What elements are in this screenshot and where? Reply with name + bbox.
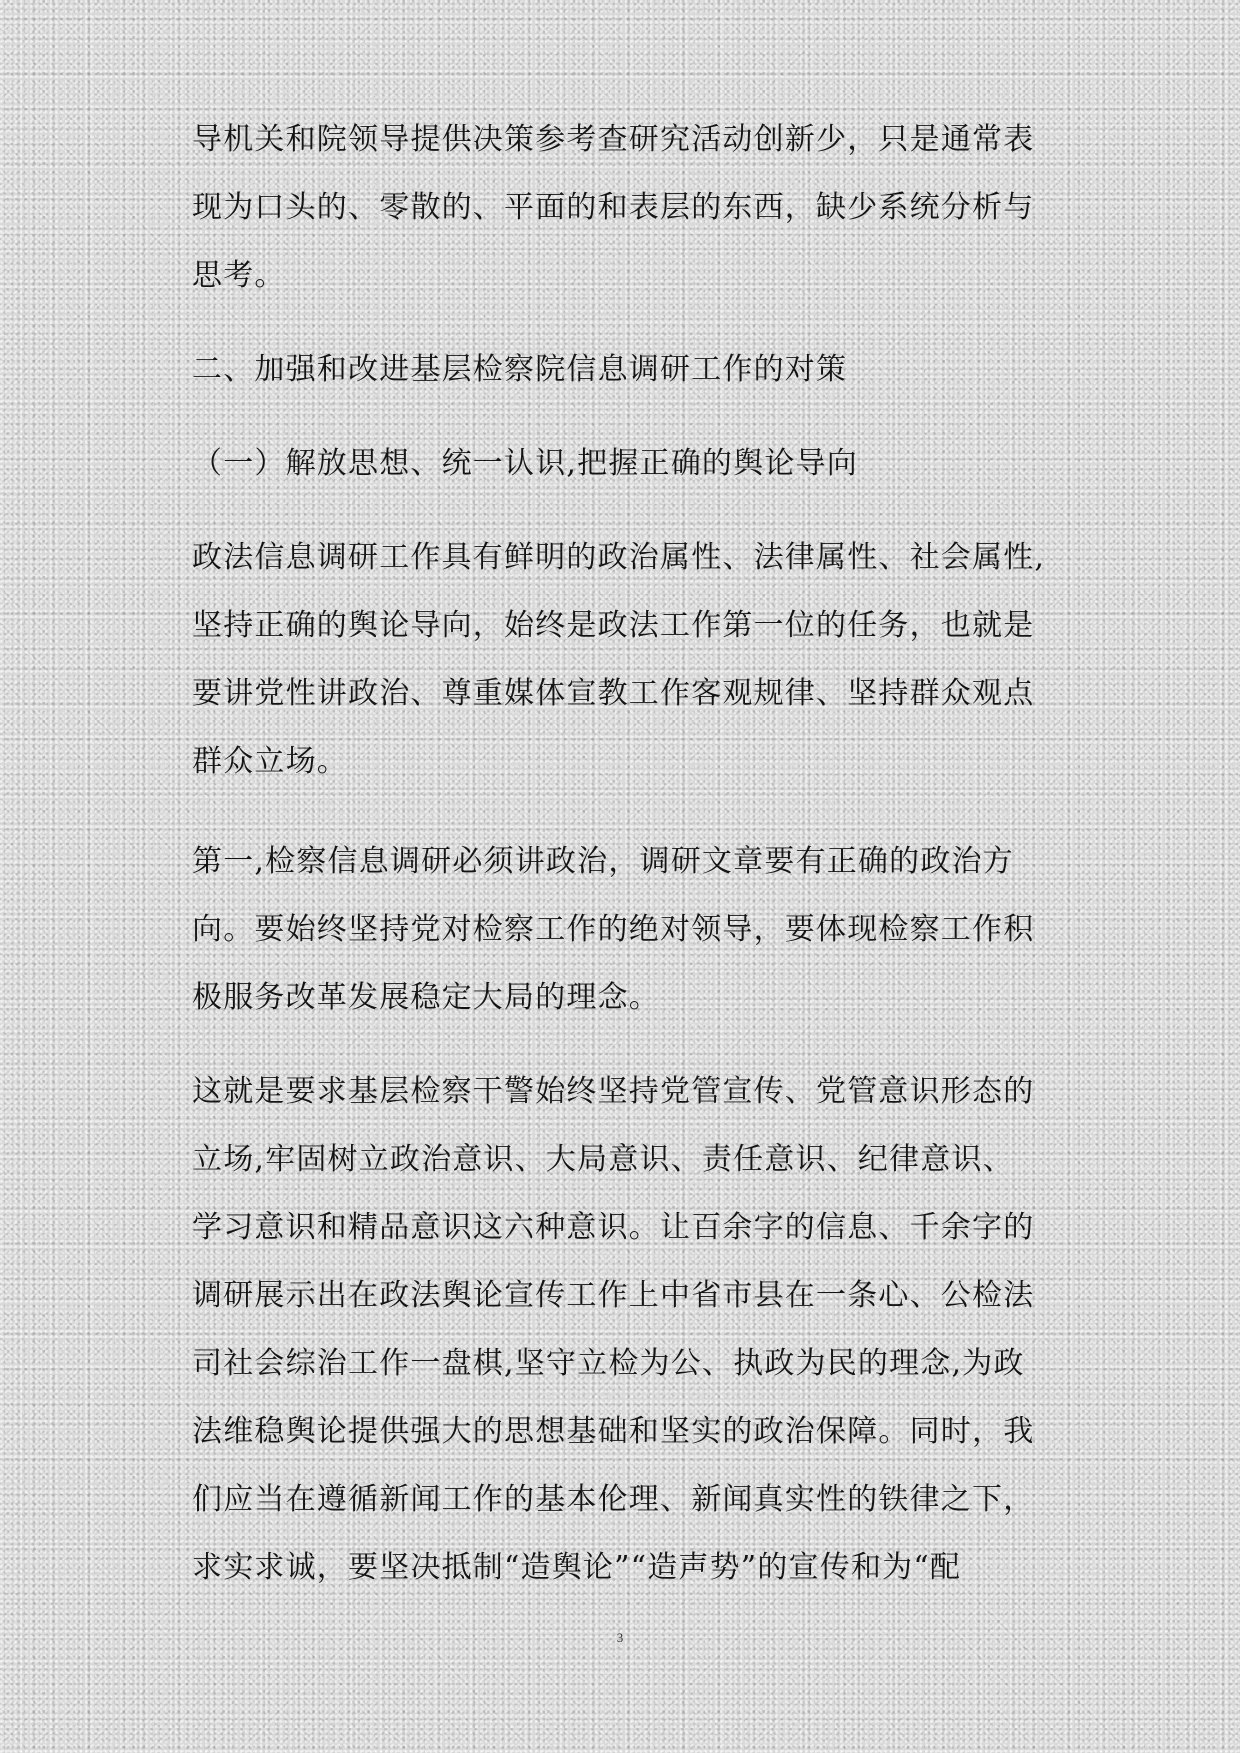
text-line: 导机关和院领导提供决策参考查研究活动创新少，只是通常表 bbox=[192, 122, 1035, 157]
section-heading: 二、加强和改进基层检察院信息调研工作的对策 bbox=[192, 352, 848, 387]
text-line: 第一,检察信息调研必须讲政治，调研文章要有正确的政治方 bbox=[192, 844, 1014, 879]
page-number: 3 bbox=[616, 1630, 624, 1645]
text-line: 法维稳舆论提供强大的思想基础和坚实的政治保障。同时，我 bbox=[192, 1414, 1035, 1449]
text-line: 们应当在遵循新闻工作的基本伦理、新闻真实性的铁律之下， bbox=[192, 1482, 1035, 1517]
text-line: 求实求诚，要坚决抵制“造舆论”“造声势”的宣传和为“配 bbox=[192, 1550, 962, 1585]
text-line: 坚持正确的舆论导向，始终是政法工作第一位的任务，也就是 bbox=[192, 608, 1035, 643]
text-line: 调研展示出在政法舆论宣传工作上中省市县在一条心、公检法 bbox=[192, 1278, 1035, 1313]
text-line: 群众立场。 bbox=[192, 744, 348, 779]
text-line: 现为口头的、零散的、平面的和表层的东西，缺少系统分析与 bbox=[192, 190, 1035, 225]
text-line: 政法信息调研工作具有鲜明的政治属性、法律属性、社会属性, bbox=[192, 540, 1046, 575]
subsection-heading: （一）解放思想、统一认识,把握正确的舆论导向 bbox=[192, 446, 858, 481]
text-line: 学习意识和精品意识这六种意识。让百余字的信息、千余字的 bbox=[192, 1210, 1035, 1245]
text-line: 极服务改革发展稳定大局的理念。 bbox=[192, 980, 660, 1015]
text-line: 司社会综治工作一盘棋,坚守立检为公、执政为民的理念,为政 bbox=[192, 1346, 1025, 1381]
text-line: 向。要始终坚持党对检察工作的绝对领导，要体现检察工作积 bbox=[192, 912, 1035, 947]
text-line: 要讲党性讲政治、尊重媒体宣教工作客观规律、坚持群众观点 bbox=[192, 676, 1035, 711]
text-line: 立场,牢固树立政治意识、大局意识、责任意识、纪律意识、 bbox=[192, 1142, 1014, 1177]
text-line: 思考。 bbox=[192, 258, 286, 293]
text-line: 这就是要求基层检察干警始终坚持党管宣传、党管意识形态的 bbox=[192, 1074, 1035, 1109]
